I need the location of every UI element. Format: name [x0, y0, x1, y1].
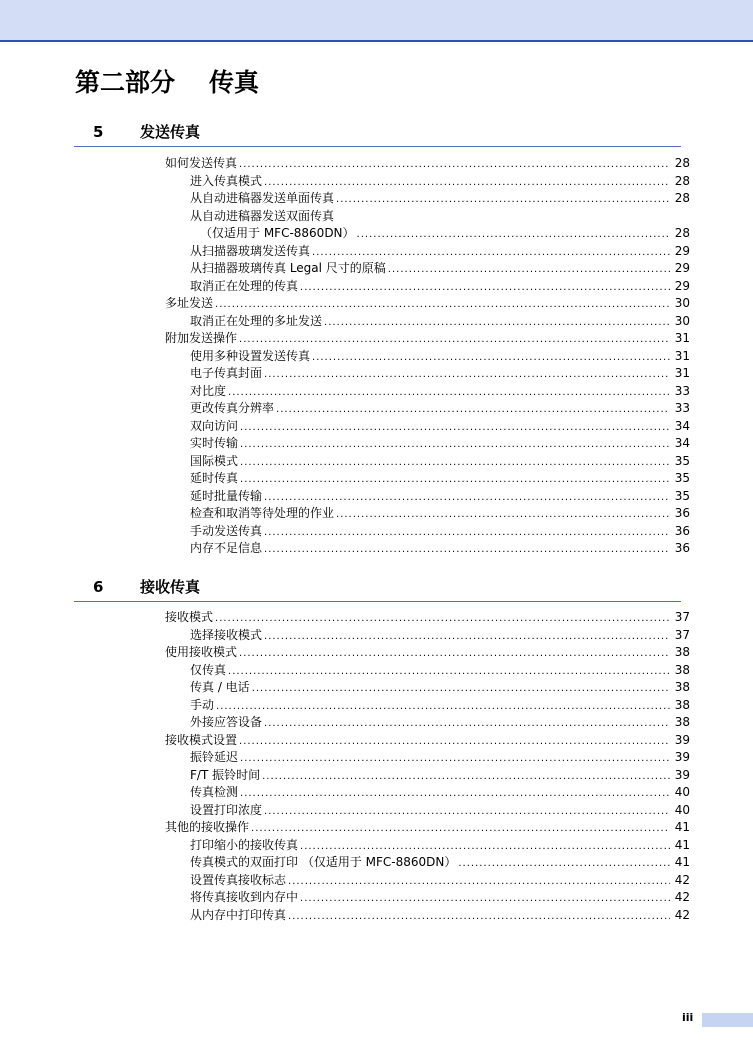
toc-entry-page: 34	[674, 418, 690, 433]
toc-entry-label: 电子传真封面	[190, 366, 263, 380]
toc-entry-page: 41	[674, 837, 690, 852]
toc-entry[interactable]	[165, 313, 690, 331]
toc-entry-label: 从内存中打印传真	[190, 907, 287, 922]
toc-entry[interactable]	[165, 155, 690, 173]
toc-entry-page: 40	[674, 785, 690, 799]
toc-entry[interactable]	[165, 784, 690, 802]
toc-entry-label: 打印缩小的接收传真	[190, 837, 299, 852]
toc-entry-page: 35	[674, 471, 690, 485]
toc-entry[interactable]	[165, 505, 690, 523]
dot-leader	[312, 349, 670, 367]
toc-entry[interactable]	[165, 190, 690, 208]
dot-leader	[264, 489, 670, 507]
toc-entry-page: 39	[674, 732, 690, 747]
dot-leader	[264, 524, 670, 542]
dot-leader	[240, 750, 670, 768]
toc-entry-label: 从扫描器玻璃发送传真	[190, 243, 311, 258]
toc-entry-page: 40	[674, 802, 690, 817]
dot-leader	[300, 838, 670, 856]
chapter-title: 接收传真	[140, 578, 201, 596]
toc-entry[interactable]	[165, 540, 690, 558]
toc-entry[interactable]	[165, 470, 690, 488]
toc-entry[interactable]	[165, 907, 690, 925]
toc-entry[interactable]	[165, 330, 690, 348]
dot-leader	[300, 279, 670, 297]
dot-leader	[239, 156, 670, 174]
toc-entry-label: 将传真接收到内存中	[190, 890, 299, 904]
toc-entry[interactable]	[165, 278, 690, 296]
dot-leader	[228, 384, 670, 402]
toc-entry-page: 33	[674, 401, 690, 415]
toc-entry-page: 41	[674, 820, 690, 834]
toc-entry-page: 38	[674, 645, 690, 659]
toc-entry-page: 28	[674, 191, 690, 205]
toc-entry[interactable]	[165, 854, 690, 872]
chapter-number: 5	[93, 123, 104, 141]
dot-leader	[240, 436, 670, 454]
page-tab	[702, 1013, 753, 1027]
toc-entry-page: 39	[674, 750, 690, 764]
toc-entry[interactable]	[165, 732, 690, 750]
toc-entry-label: 取消正在处理的多址发送	[190, 313, 323, 328]
dot-leader	[388, 261, 670, 279]
part-title	[75, 66, 259, 100]
toc-entry-label: 更改传真分辨率	[190, 401, 275, 415]
toc-entry-label: （仅适用于 MFC-8860DN）	[200, 226, 355, 240]
part-name: 传真	[209, 68, 260, 97]
part-label: 第二部分	[75, 68, 176, 97]
header-band	[0, 0, 753, 42]
toc-entry-label: 设置打印浓度	[190, 802, 263, 817]
toc-entry-label: 手动发送传真	[190, 523, 263, 538]
toc-entry-page: 36	[674, 523, 690, 538]
toc-entry-label: F/T 振铃时间	[190, 767, 261, 782]
dot-leader	[357, 226, 670, 244]
toc-entry-page: 37	[674, 627, 690, 642]
chapter-heading[interactable]	[74, 577, 681, 602]
toc-entry[interactable]	[165, 173, 690, 191]
toc-entry-label: 如何发送传真	[165, 156, 238, 170]
toc-entry-label: 国际模式	[190, 453, 239, 468]
toc-entry-label: 仅传真	[190, 662, 227, 677]
toc-entry-label: 手动	[190, 697, 215, 712]
toc-entry-label: 进入传真模式	[190, 173, 263, 188]
chapter-heading[interactable]	[74, 122, 681, 147]
toc-entry[interactable]	[165, 802, 690, 820]
toc-entry-label: 从扫描器玻璃传真 Legal 尺寸的原稿	[190, 261, 386, 275]
dot-leader	[336, 191, 670, 209]
toc-entry-label: 延时批量传输	[190, 488, 263, 503]
toc-entry[interactable]	[165, 749, 690, 767]
toc-entry-label: 传真 / 电话	[190, 680, 250, 694]
toc-entry-label: 延时传真	[190, 471, 239, 485]
toc-entry-label: 使用接收模式	[165, 645, 238, 659]
toc-entry-page: 29	[674, 243, 690, 258]
toc-entry-page: 31	[674, 331, 690, 345]
toc-entry[interactable]	[165, 260, 690, 278]
dot-leader	[252, 680, 670, 698]
toc-entry-label: 外接应答设备	[190, 715, 263, 729]
toc-entry-label: 对比度	[190, 383, 227, 398]
dot-leader	[239, 331, 670, 349]
toc-entry[interactable]	[165, 889, 690, 907]
toc-entry-label: 内存不足信息	[190, 541, 263, 555]
dot-leader	[240, 471, 670, 489]
dot-leader	[239, 733, 670, 751]
dot-leader	[216, 698, 670, 716]
toc-entry[interactable]	[165, 697, 690, 715]
toc-entry-label: 接收模式	[165, 610, 214, 624]
dot-leader	[300, 890, 670, 908]
toc-entry-label: 实时传输	[190, 436, 239, 450]
toc-entry-label: 设置传真接收标志	[190, 872, 287, 887]
toc-entry-label: 振铃延迟	[190, 750, 239, 764]
toc-entry-page: 37	[674, 610, 690, 624]
toc-entry-label: 检查和取消等待处理的作业	[190, 506, 335, 520]
toc-entry[interactable]	[165, 872, 690, 890]
toc-entry-page: 42	[674, 872, 690, 887]
dot-leader	[324, 314, 670, 332]
toc-entry[interactable]	[165, 225, 690, 243]
dot-leader	[239, 645, 670, 663]
toc-entry-page: 42	[674, 907, 690, 922]
toc-entry-label: 传真模式的双面打印 （仅适用于 MFC-8860DN）	[190, 855, 457, 869]
toc-entry-page: 35	[674, 453, 690, 468]
toc-entry-page: 34	[674, 436, 690, 450]
toc-entry-page: 28	[674, 226, 690, 240]
page-number: iii	[682, 1011, 694, 1024]
dot-leader	[228, 663, 670, 681]
toc-entry[interactable]	[165, 662, 690, 680]
dot-leader	[215, 296, 670, 314]
dot-leader	[262, 768, 670, 786]
toc-entry-page: 42	[674, 890, 690, 904]
toc-entry-label: 接收模式设置	[165, 732, 238, 747]
toc-entry-page: 41	[674, 855, 690, 869]
dot-leader	[264, 715, 670, 733]
toc-entry-page: 36	[674, 541, 690, 555]
dot-leader	[264, 628, 670, 646]
toc-entry-page: 29	[674, 261, 690, 275]
dot-leader	[264, 541, 670, 559]
toc-entry[interactable]	[165, 295, 690, 313]
toc-entry-page: 30	[674, 313, 690, 328]
toc-list	[165, 609, 690, 924]
dot-leader	[336, 506, 670, 524]
chapter-number: 6	[93, 578, 104, 596]
toc-entry-page: 38	[674, 680, 690, 694]
toc-entry[interactable]	[165, 365, 690, 383]
dot-leader	[264, 803, 670, 821]
dot-leader	[240, 419, 670, 437]
dot-leader	[276, 401, 670, 419]
toc-entry-page: 33	[674, 383, 690, 398]
toc-entry-page: 28	[674, 156, 690, 170]
toc-entry-page: 29	[674, 278, 690, 293]
dot-leader	[251, 820, 670, 838]
toc-entry-page: 38	[674, 697, 690, 712]
toc-entry[interactable]	[165, 644, 690, 662]
dot-leader	[215, 610, 670, 628]
toc-entry-page: 28	[674, 173, 690, 188]
toc-entry-label: 从自动进稿器发送双面传真	[190, 208, 335, 223]
dot-leader	[240, 454, 670, 472]
toc-entry-label: 其他的接收操作	[165, 820, 250, 834]
toc-entry[interactable]	[165, 714, 690, 732]
toc-entry[interactable]	[165, 627, 690, 645]
toc-entry[interactable]	[165, 208, 690, 226]
toc-entry-label: 传真检测	[190, 785, 239, 799]
toc-entry[interactable]	[165, 418, 690, 436]
toc-entry-label: 从自动进稿器发送单面传真	[190, 191, 335, 205]
toc-entry[interactable]	[165, 609, 690, 627]
toc-entry-page: 36	[674, 506, 690, 520]
toc-entry-label: 取消正在处理的传真	[190, 278, 299, 293]
toc-entry[interactable]	[165, 435, 690, 453]
toc-entry[interactable]	[165, 400, 690, 418]
dot-leader	[288, 908, 670, 926]
toc-entry[interactable]	[165, 383, 690, 401]
toc-list	[165, 155, 690, 558]
toc-entry-label: 选择接收模式	[190, 627, 263, 642]
toc-entry-page: 38	[674, 662, 690, 677]
toc-entry-page: 31	[674, 366, 690, 380]
toc-entry-page: 35	[674, 488, 690, 503]
dot-leader	[458, 855, 670, 873]
chapter-title: 发送传真	[140, 123, 201, 141]
dot-leader	[264, 366, 670, 384]
toc-entry-page: 39	[674, 767, 690, 782]
toc-entry[interactable]	[165, 837, 690, 855]
toc-entry[interactable]	[165, 453, 690, 471]
toc-entry[interactable]	[165, 243, 690, 261]
toc-entry[interactable]	[165, 348, 690, 366]
toc-entry-label: 使用多种设置发送传真	[190, 348, 311, 363]
toc-entry-label: 双向访问	[190, 418, 239, 433]
toc-entry-page: 38	[674, 715, 690, 729]
toc-entry-label: 多址发送	[165, 296, 214, 310]
dot-leader	[240, 785, 670, 803]
toc-entry-label: 附加发送操作	[165, 331, 238, 345]
dot-leader	[264, 174, 670, 192]
toc-entry[interactable]	[165, 767, 690, 785]
toc-entry-page: 30	[674, 296, 690, 310]
toc-entry-page: 31	[674, 348, 690, 363]
toc-entry[interactable]	[165, 523, 690, 541]
toc-entry[interactable]	[165, 488, 690, 506]
toc-entry[interactable]	[165, 679, 690, 697]
toc-entry[interactable]	[165, 819, 690, 837]
dot-leader	[312, 244, 670, 262]
dot-leader	[288, 873, 670, 891]
